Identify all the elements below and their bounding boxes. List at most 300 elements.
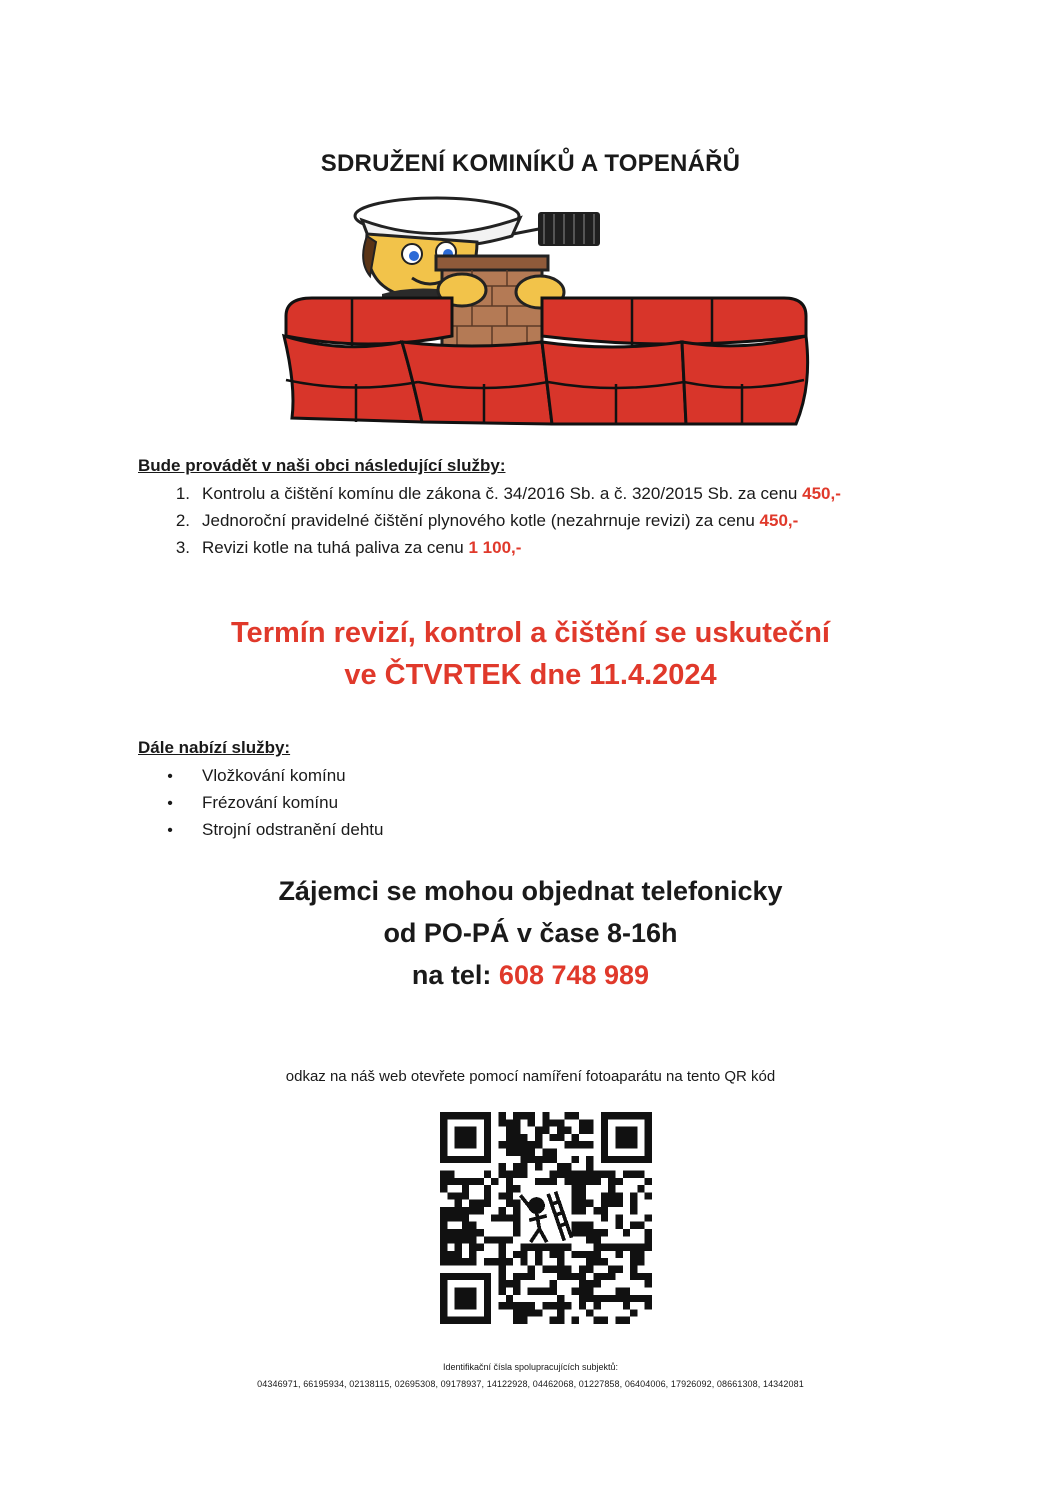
qr-module — [594, 1244, 601, 1251]
qr-module — [601, 1200, 608, 1207]
qr-module — [520, 1251, 527, 1258]
qr-module — [608, 1273, 615, 1280]
qr-module — [630, 1258, 637, 1265]
qr-module — [594, 1302, 601, 1309]
qr-module — [513, 1112, 520, 1119]
qr-module — [455, 1251, 462, 1258]
qr-module — [586, 1156, 593, 1163]
qr-module — [513, 1229, 520, 1236]
qr-module — [586, 1163, 593, 1170]
qr-module — [637, 1251, 644, 1258]
qr-module — [572, 1317, 579, 1324]
qr-module — [528, 1287, 535, 1294]
qr-module — [484, 1192, 491, 1199]
qr-module — [498, 1119, 505, 1126]
qr-module — [594, 1280, 601, 1287]
qr-module — [601, 1229, 608, 1236]
qr-module — [498, 1258, 505, 1265]
qr-module — [615, 1192, 622, 1199]
qr-module — [535, 1258, 542, 1265]
qr-module — [542, 1112, 549, 1119]
list-item — [138, 534, 841, 561]
qr-module — [601, 1207, 608, 1214]
list-item — [138, 816, 383, 843]
qr-module — [637, 1244, 644, 1251]
qr-module — [498, 1112, 505, 1119]
qr-module — [615, 1295, 622, 1302]
qr-module — [586, 1251, 593, 1258]
qr-module — [513, 1280, 520, 1287]
qr-module — [557, 1134, 564, 1141]
qr-module — [586, 1141, 593, 1148]
qr-module — [564, 1244, 571, 1251]
qr-module — [506, 1214, 513, 1221]
qr-module — [572, 1178, 579, 1185]
qr-module — [447, 1170, 454, 1177]
qr-module — [586, 1309, 593, 1316]
qr-module — [447, 1229, 454, 1236]
qr-module — [557, 1119, 564, 1126]
qr-module — [520, 1244, 527, 1251]
qr-module — [498, 1170, 505, 1177]
qr-module — [630, 1170, 637, 1177]
bullet-icon: • — [167, 822, 173, 839]
phone-prefix: na tel: — [411, 960, 499, 990]
qr-module — [572, 1134, 579, 1141]
qr-module — [528, 1141, 535, 1148]
qr-module — [520, 1302, 527, 1309]
qr-module — [506, 1192, 513, 1199]
qr-module — [535, 1127, 542, 1134]
qr-module — [513, 1134, 520, 1141]
qr-module — [594, 1170, 601, 1177]
qr-module — [615, 1251, 622, 1258]
ids-heading: Identifikační čísla spolupracujících subjektů: — [442, 1362, 619, 1372]
qr-module — [513, 1287, 520, 1294]
qr-module — [462, 1185, 469, 1192]
qr-module — [550, 1317, 557, 1324]
qr-module — [535, 1309, 542, 1316]
qr-module — [623, 1229, 630, 1236]
qr-module — [477, 1207, 484, 1214]
qr-module — [623, 1244, 630, 1251]
qr-module — [630, 1309, 637, 1316]
qr-module — [469, 1178, 476, 1185]
qr-module — [528, 1119, 535, 1126]
qr-module — [564, 1141, 571, 1148]
qr-module — [462, 1236, 469, 1243]
qr-module — [608, 1200, 615, 1207]
qr-module — [601, 1295, 608, 1302]
qr-module — [520, 1163, 527, 1170]
qr-module — [542, 1149, 549, 1156]
qr-module — [630, 1273, 637, 1280]
qr-module — [586, 1258, 593, 1265]
qr-module — [550, 1302, 557, 1309]
qr-module — [520, 1258, 527, 1265]
qr-module — [608, 1178, 615, 1185]
qr-module — [579, 1200, 586, 1207]
qr-module — [579, 1192, 586, 1199]
qr-module — [572, 1112, 579, 1119]
qr-module — [440, 1207, 447, 1214]
qr-module — [506, 1200, 513, 1207]
qr-module — [535, 1251, 542, 1258]
qr-module — [455, 1214, 462, 1221]
qr-module — [455, 1178, 462, 1185]
qr-module — [498, 1244, 505, 1251]
qr-module — [550, 1251, 557, 1258]
qr-module — [528, 1156, 535, 1163]
qr-module — [637, 1273, 644, 1280]
qr-module — [542, 1127, 549, 1134]
qr-module — [550, 1178, 557, 1185]
qr-module — [520, 1309, 527, 1316]
qr-module — [513, 1309, 520, 1316]
qr-module — [594, 1229, 601, 1236]
qr-module — [594, 1258, 601, 1265]
qr-module — [469, 1207, 476, 1214]
qr-module — [637, 1185, 644, 1192]
qr-module — [557, 1317, 564, 1324]
qr-module — [440, 1185, 447, 1192]
qr-module — [623, 1287, 630, 1294]
qr-module — [572, 1141, 579, 1148]
qr-module — [528, 1302, 535, 1309]
qr-module — [637, 1222, 644, 1229]
qr-module — [586, 1200, 593, 1207]
qr-module — [623, 1317, 630, 1324]
service-price: 1 100,- — [468, 538, 522, 557]
qr-module — [623, 1295, 630, 1302]
qr-module — [447, 1192, 454, 1199]
qr-module — [586, 1178, 593, 1185]
qr-module — [579, 1141, 586, 1148]
qr-module — [645, 1273, 652, 1280]
qr-module — [440, 1222, 447, 1229]
list-item — [138, 762, 383, 789]
qr-module — [586, 1287, 593, 1294]
qr-module — [477, 1229, 484, 1236]
qr-module — [594, 1236, 601, 1243]
qr-module — [506, 1127, 513, 1134]
qr-module — [506, 1119, 513, 1126]
qr-module — [528, 1309, 535, 1316]
qr-module — [447, 1214, 454, 1221]
qr-module — [520, 1156, 527, 1163]
qr-module — [601, 1258, 608, 1265]
qr-module — [630, 1222, 637, 1229]
qr-module — [506, 1185, 513, 1192]
qr-module — [579, 1295, 586, 1302]
qr-module — [579, 1229, 586, 1236]
qr-module — [579, 1287, 586, 1294]
qr-module — [615, 1214, 622, 1221]
list-item — [138, 480, 841, 507]
qr-module — [601, 1214, 608, 1221]
qr-module — [506, 1295, 513, 1302]
qr-module — [506, 1236, 513, 1243]
qr-module — [440, 1244, 447, 1251]
qr-module — [557, 1163, 564, 1170]
extra-service-text: Vložkování komínu — [202, 766, 346, 785]
qr-module — [615, 1178, 622, 1185]
qr-module — [645, 1280, 652, 1287]
qr-module — [572, 1287, 579, 1294]
qr-module — [535, 1244, 542, 1251]
qr-module — [477, 1178, 484, 1185]
qr-module — [630, 1251, 637, 1258]
qr-finder-eye — [455, 1127, 477, 1149]
qr-module — [623, 1170, 630, 1177]
qr-module — [455, 1192, 462, 1199]
qr-module — [440, 1236, 447, 1243]
qr-module — [447, 1178, 454, 1185]
qr-module — [601, 1317, 608, 1324]
qr-module — [572, 1185, 579, 1192]
qr-module — [513, 1207, 520, 1214]
qr-module — [542, 1287, 549, 1294]
qr-module — [572, 1207, 579, 1214]
qr-module — [572, 1222, 579, 1229]
qr-module — [572, 1251, 579, 1258]
extras-list — [138, 762, 383, 843]
order-hours: od PO-PÁ v čase 8-16h — [383, 918, 678, 948]
qr-module — [594, 1317, 601, 1324]
qr-module — [520, 1149, 527, 1156]
qr-module — [484, 1170, 491, 1177]
announcement-date-line: ve ČTVRTEK dne 11.4.2024 — [344, 659, 717, 691]
qr-module — [623, 1302, 630, 1309]
qr-module — [615, 1266, 622, 1273]
qr-module — [557, 1258, 564, 1265]
qr-module — [586, 1236, 593, 1243]
qr-module — [462, 1207, 469, 1214]
qr-module — [594, 1295, 601, 1302]
qr-module — [637, 1295, 644, 1302]
qr-module — [447, 1251, 454, 1258]
qr-module — [586, 1119, 593, 1126]
qr-module — [579, 1251, 586, 1258]
services-heading: Bude provádět v naši obci následující služby: — [138, 456, 506, 475]
date-announcement — [0, 612, 1061, 696]
qr-module — [594, 1178, 601, 1185]
qr-module — [586, 1280, 593, 1287]
qr-module — [535, 1156, 542, 1163]
qr-module — [469, 1222, 476, 1229]
qr-module — [520, 1112, 527, 1119]
qr-module — [579, 1266, 586, 1273]
qr-module — [513, 1317, 520, 1324]
qr-module — [542, 1244, 549, 1251]
qr-module — [455, 1229, 462, 1236]
qr-module — [579, 1273, 586, 1280]
qr-module — [550, 1280, 557, 1287]
qr-module — [645, 1178, 652, 1185]
chimney-sweep-illustration — [272, 186, 812, 436]
qr-module — [550, 1170, 557, 1177]
qr-module — [645, 1229, 652, 1236]
qr-module — [630, 1244, 637, 1251]
qr-module — [513, 1163, 520, 1170]
qr-module — [528, 1266, 535, 1273]
qr-module — [484, 1185, 491, 1192]
qr-module — [513, 1141, 520, 1148]
qr-finder-eye — [455, 1287, 477, 1309]
qr-module — [586, 1229, 593, 1236]
qr-code[interactable] — [440, 1112, 652, 1324]
qr-module — [608, 1244, 615, 1251]
qr-module — [586, 1170, 593, 1177]
bullet-icon: • — [167, 768, 173, 785]
qr-module — [608, 1192, 615, 1199]
qr-module — [447, 1236, 454, 1243]
service-text: Revizi kotle na tuhá paliva za cenu — [202, 538, 469, 557]
qr-module — [440, 1214, 447, 1221]
qr-module — [579, 1207, 586, 1214]
qr-module — [601, 1273, 608, 1280]
qr-module — [579, 1185, 586, 1192]
qr-module — [579, 1178, 586, 1185]
qr-module — [484, 1236, 491, 1243]
qr-module — [513, 1222, 520, 1229]
qr-module — [572, 1192, 579, 1199]
ids-list: 04346971, 66195934, 02138115, 02695308, 09178937, 14122928, 04462068, 01227858, 06404006, 17926092, 08661308, 14342081 — [257, 1379, 804, 1389]
qr-module — [579, 1302, 586, 1309]
qr-module — [615, 1317, 622, 1324]
qr-module — [469, 1200, 476, 1207]
qr-module — [484, 1258, 491, 1265]
qr-module — [586, 1222, 593, 1229]
qr-module — [462, 1222, 469, 1229]
qr-module — [513, 1273, 520, 1280]
qr-module — [477, 1200, 484, 1207]
qr-module — [498, 1280, 505, 1287]
qr-module — [513, 1170, 520, 1177]
qr-module — [557, 1244, 564, 1251]
qr-module — [455, 1244, 462, 1251]
qr-module — [462, 1258, 469, 1265]
qr-module — [528, 1112, 535, 1119]
qr-module — [498, 1207, 505, 1214]
announcement-line: Termín revizí, kontrol a čištění se uskuteční — [231, 617, 830, 649]
qr-module — [579, 1222, 586, 1229]
qr-module — [550, 1149, 557, 1156]
qr-module — [645, 1302, 652, 1309]
qr-module — [491, 1258, 498, 1265]
qr-module — [447, 1258, 454, 1265]
qr-module — [601, 1244, 608, 1251]
qr-module — [498, 1236, 505, 1243]
qr-module — [491, 1214, 498, 1221]
qr-module — [447, 1207, 454, 1214]
qr-module — [557, 1266, 564, 1273]
qr-module — [455, 1236, 462, 1243]
qr-module — [506, 1141, 513, 1148]
qr-module — [469, 1229, 476, 1236]
service-price: 450,- — [802, 484, 841, 503]
qr-module — [462, 1229, 469, 1236]
qr-module — [440, 1251, 447, 1258]
qr-module — [608, 1295, 615, 1302]
qr-module — [506, 1149, 513, 1156]
qr-module — [513, 1251, 520, 1258]
qr-module — [630, 1207, 637, 1214]
phone-number: 608 748 989 — [498, 960, 650, 990]
qr-module — [594, 1273, 601, 1280]
qr-module — [528, 1273, 535, 1280]
qr-module — [484, 1200, 491, 1207]
extras-heading: Dále nabízí služby: — [138, 738, 291, 757]
qr-module — [469, 1258, 476, 1265]
qr-module — [645, 1192, 652, 1199]
qr-module — [462, 1178, 469, 1185]
qr-module — [601, 1192, 608, 1199]
qr-module — [440, 1178, 447, 1185]
qr-module — [513, 1149, 520, 1156]
qr-module — [608, 1266, 615, 1273]
qr-module — [557, 1309, 564, 1316]
qr-module — [528, 1149, 535, 1156]
order-line: Zájemci se mohou objednat telefonicky — [278, 876, 783, 906]
qr-module — [630, 1266, 637, 1273]
qr-module — [520, 1134, 527, 1141]
qr-module — [615, 1244, 622, 1251]
qr-module — [586, 1266, 593, 1273]
qr-module — [586, 1127, 593, 1134]
list-item — [138, 507, 841, 534]
qr-module — [462, 1214, 469, 1221]
qr-module — [594, 1207, 601, 1214]
qr-module — [550, 1266, 557, 1273]
qr-module — [615, 1287, 622, 1294]
qr-module — [564, 1302, 571, 1309]
qr-module — [550, 1119, 557, 1126]
qr-module — [615, 1200, 622, 1207]
qr-module — [491, 1178, 498, 1185]
qr-module — [564, 1170, 571, 1177]
qr-module — [498, 1266, 505, 1273]
qr-module — [564, 1127, 571, 1134]
qr-module — [579, 1170, 586, 1177]
qr-module — [572, 1170, 579, 1177]
list-item — [138, 789, 383, 816]
service-text: Jednoroční pravidelné čištění plynového kotle (nezahrnuje revizi) za cenu — [202, 511, 760, 530]
qr-module — [608, 1185, 615, 1192]
service-text: Kontrolu a čištění komínu dle zákona č. 34/2016 Sb. a č. 320/2015 Sb. za cenu — [202, 484, 803, 503]
qr-module — [572, 1229, 579, 1236]
qr-module — [572, 1200, 579, 1207]
qr-module — [498, 1192, 505, 1199]
qr-module — [455, 1207, 462, 1214]
qr-module — [498, 1163, 505, 1170]
qr-module — [513, 1302, 520, 1309]
qr-module — [491, 1236, 498, 1243]
qr-module — [557, 1273, 564, 1280]
qr-module — [564, 1266, 571, 1273]
qr-module — [506, 1302, 513, 1309]
qr-module — [535, 1178, 542, 1185]
qr-module — [542, 1178, 549, 1185]
qr-module — [645, 1214, 652, 1221]
qr-module — [630, 1192, 637, 1199]
qr-module — [637, 1258, 644, 1265]
qr-module — [557, 1302, 564, 1309]
list-number: 3. — [175, 538, 190, 557]
qr-module — [506, 1178, 513, 1185]
qr-module — [579, 1119, 586, 1126]
qr-module — [513, 1214, 520, 1221]
